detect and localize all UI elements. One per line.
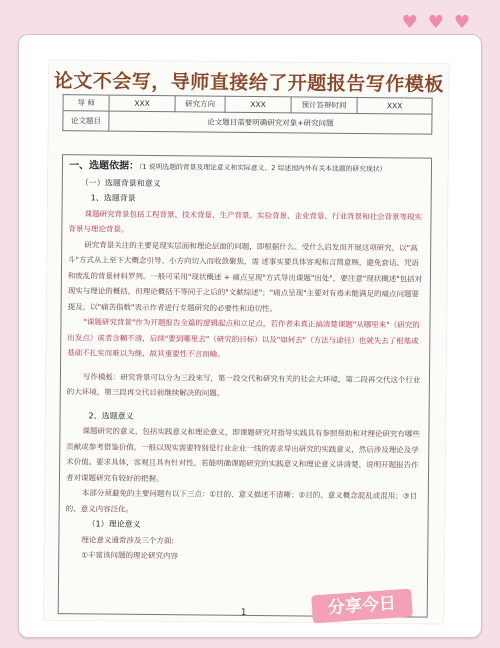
content-box [58,154,432,618]
paragraph: 理论意义通常涉及三个方面: [81,534,174,545]
table-cell: XXX [109,95,175,112]
section-note: （1 说明选题的背景及理论意义和实际意义、2 综述国内外有关本选题的研究现状） [138,162,387,174]
subheading: 2、选题意义 [88,410,134,421]
subheading: 1、选题背景 [90,193,136,203]
paragraph: 课题研究背景包括工程背景、技术背景、生产背景、实验背景、企业背景、行业背景和社会背景等现实背景与理论背景。 [68,208,423,234]
heart-decorations [402,14,470,32]
paragraph: 本部分须避免的主要问题有以下三点：①目的、意义描述不清晰；②目的、意义概念混乱或混用；③目的、意义内容泛化。 [65,488,418,514]
table-cell: 研究方向 [175,96,225,112]
table-cell: 预计答辩时间 [291,97,357,114]
watermark-badge: 分享今日 [311,589,413,624]
page-number: 1 [240,607,247,618]
subheading: （一）选题背景和意义 [80,177,161,188]
table-cell: XXX [357,97,432,114]
table-cell: 导 师 [63,95,109,111]
table-cell: 论文题目需要明确研究对象+研究问题 [109,111,432,134]
subheading: （1）理论意义 [87,519,141,529]
document-page [44,60,449,624]
table-cell: 论文题目 [63,111,109,131]
document-title: 论文不会写，导师直接给了开题报告写作模板 [53,70,444,96]
info-table [62,94,432,135]
heart-icon: ♥ [453,12,470,33]
paragraph: 研究背景关注的主要是现实层面和理论层面的问题，即根据什么、受什么启发而开展这项研究，以"高斗"方式从上至下大概念引导、小方向切入而收敛聚焦，需 述事实要具体客观和言简意赅，避免套话、咒语和废乱的背景材料罗列。一般可采用"现状概述 + 痛点呈现"方式导出课题"出处"，要注意"现状概述"包括对现实与理论的概括，但理论概括不等同于之后的"文献综述"；"痛点呈现"主要对有毒未能满足的痛点问题要提及，以"痛苦指数"表示作者进行专题研究的必要性和迫切性。 [67,239,423,313]
paragraph: "课题研究背景"作为开题报告全篇的逻辑起点和立足点，若作者未真正搞清楚课题"从哪里来"（研究的出发点）或者含糊不清，后续"要到哪里去"（研究的目标）以及"如何去"（方法与途径）也就失去了根基或基础不扎实而难以为继，故其重要性不言而喻。 [67,317,420,359]
section-heading-text: 一、选题依据： [68,160,140,172]
paragraph: 课题研究的意义，包括实践意义和理论意义，即课题研究对指导实践具有参照帮助和对理论研究有哪些贡献或参考借鉴价值。一般以现实需要特别是行业企业一线的需求导出研究的实践意义，然后涉及理论及学术价值。要求具体，客观且具有针对性，若能明确课题研究的实践意义和理论意义讲清楚，说明开题报告作者对课题研究有较好的把握。 [65,426,420,483]
heart-icon: ♥ [401,12,418,33]
paragraph: ①丰富该问题的理论研究内容 [81,550,179,561]
heart-icon: ♥ [427,12,444,33]
paragraph: 写作模板：研究背景可以分为三段来写，第一段交代和研究有关的社会大环境，第二段再交代这个行业的大环境，第三段再交代目前继续解决的问题。 [66,371,421,398]
table-row [63,111,432,135]
table-cell: XXX [225,96,291,113]
